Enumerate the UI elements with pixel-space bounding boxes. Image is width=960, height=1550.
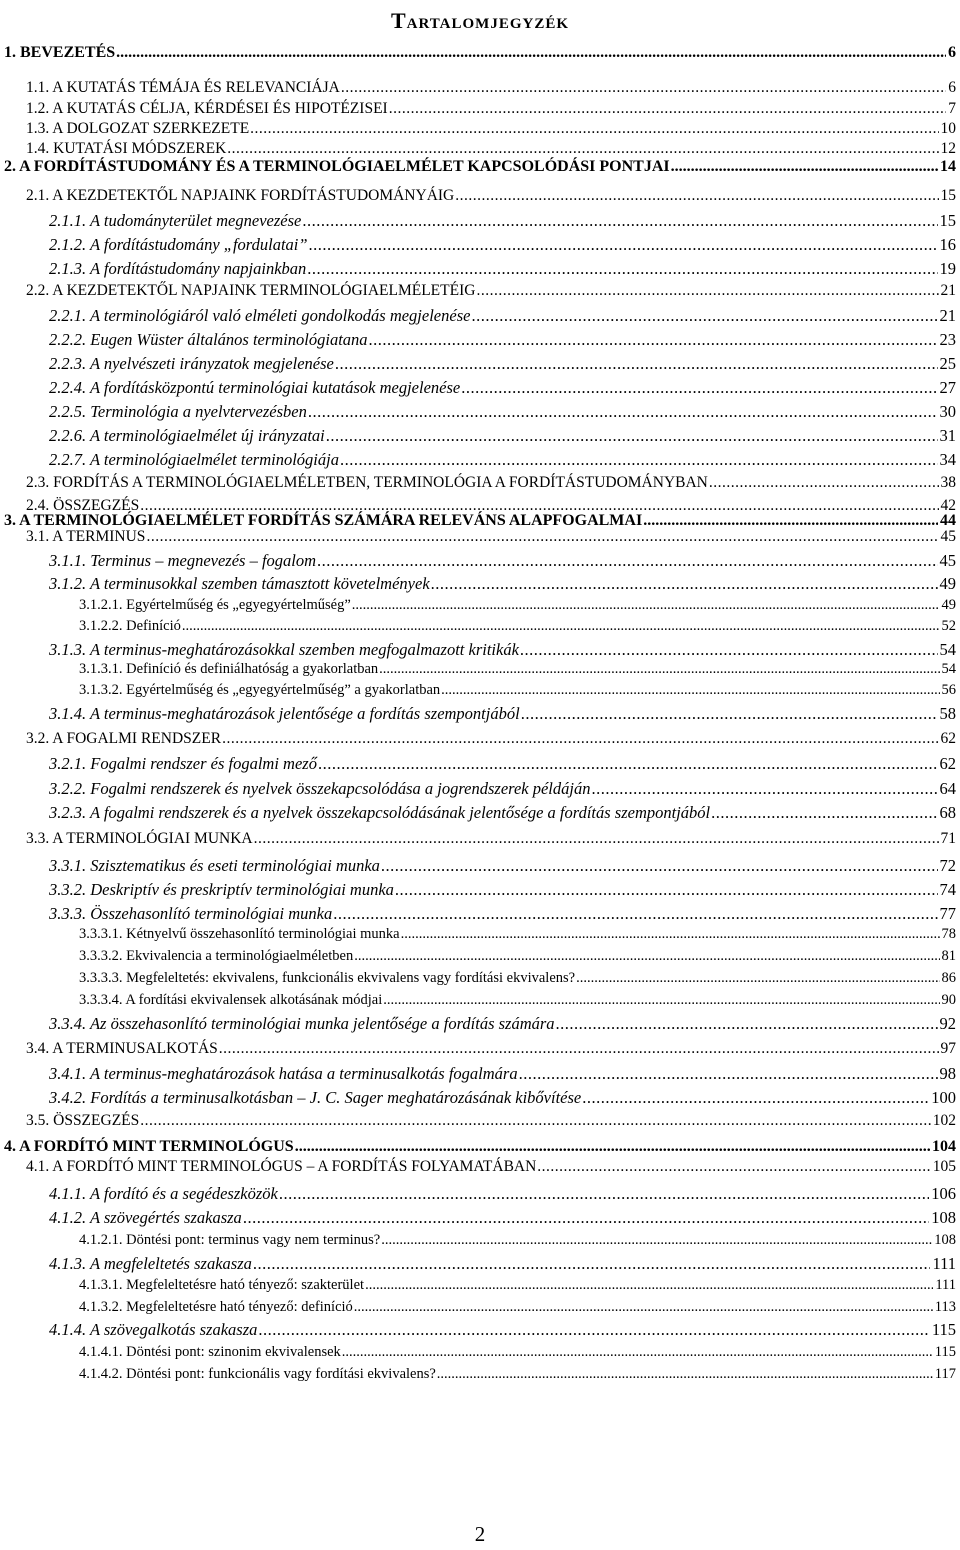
toc-entry-page: 27: [939, 378, 956, 397]
toc-entry-label: 4.1.3. A megfeleltetés szakasza: [49, 1254, 252, 1273]
toc-dot-leader: [383, 992, 939, 1009]
toc-entry-label: 2.4. ÖSSZEGZÉS: [26, 497, 140, 514]
toc-entry[interactable]: [49, 1064, 956, 1084]
toc-entry[interactable]: [79, 618, 956, 635]
toc-dot-leader: [341, 79, 946, 97]
toc-dot-leader: [309, 235, 938, 255]
toc-entry-label: 4.1.4.2. Döntési pont: funkcionális vagy fordítási ekvivalens?: [79, 1366, 436, 1382]
toc-entry[interactable]: [26, 187, 956, 205]
toc-entry[interactable]: [49, 803, 956, 823]
toc-entry[interactable]: [79, 661, 956, 678]
toc-entry[interactable]: [49, 904, 956, 924]
toc-entry[interactable]: [49, 211, 956, 231]
toc-entry[interactable]: [4, 1138, 956, 1156]
toc-entry[interactable]: [26, 1040, 956, 1058]
toc-entry[interactable]: [26, 730, 956, 748]
toc-entry-label: 3.1. A TERMINUS: [26, 528, 146, 545]
toc-entry-label: 1.3. A DOLGOZAT SZERKEZETE: [26, 120, 250, 137]
toc-entry-label: 4.1. A FORDÍTÓ MINT TERMINOLÓGUS – A FORDÍTÁS FOLYAMATÁBAN: [26, 1158, 537, 1175]
toc-entry-label: 4.1.2. A szövegértés szakasza: [49, 1208, 242, 1227]
toc-entry-page: 71: [940, 830, 956, 847]
toc-dot-leader: [308, 402, 938, 422]
toc-dot-leader: [591, 779, 937, 799]
toc-entry-label: 3.1.4. A terminus-meghatározások jelentősége a fordítás szempontjából: [49, 704, 520, 723]
toc-entry[interactable]: [49, 1184, 956, 1204]
toc-entry-page: 10: [940, 120, 956, 137]
toc-entry[interactable]: [49, 754, 956, 774]
toc-entry[interactable]: [26, 120, 956, 138]
toc-dot-leader: [335, 354, 938, 374]
toc-entry[interactable]: [26, 140, 956, 158]
toc-dot-leader: [369, 330, 938, 350]
toc-entry-label: 3.4.2. Fordítás a terminusalkotásban – J. C. Sager meghatározásának kibővítése: [49, 1088, 582, 1107]
toc-entry-page: 15: [939, 211, 956, 230]
toc-entry-page: 117: [934, 1366, 956, 1382]
toc-entry-page: 77: [939, 904, 956, 923]
toc-entry-page: 106: [931, 1184, 956, 1203]
toc-entry-page: 86: [941, 970, 956, 986]
toc-dot-leader: [354, 948, 939, 965]
toc-dot-leader: [455, 187, 938, 205]
toc-entry-page: 108: [934, 1232, 956, 1248]
toc-entry-page: 21: [940, 282, 956, 299]
toc-dot-leader: [326, 426, 938, 446]
toc-entry-label: 2.2.3. A nyelvészeti irányzatok megjelenése: [49, 354, 334, 373]
toc-entry[interactable]: [79, 1366, 956, 1383]
toc-entry-page: 62: [939, 754, 956, 773]
toc-entry-page: 115: [934, 1344, 956, 1360]
toc-entry[interactable]: [49, 1254, 956, 1274]
toc-entry-label: 2.2.4. A fordításközpontú terminológiai kutatások megjelenése: [49, 378, 461, 397]
toc-entry-page: 72: [939, 856, 956, 875]
toc-entry[interactable]: [79, 1277, 956, 1294]
toc-entry-label: 2.1.3. A fordítástudomány napjainkban: [49, 259, 307, 278]
toc-entry[interactable]: [4, 158, 956, 176]
toc-entry-label: 2.2.1. A terminológiáról való elméleti gondolkodás megjelenése: [49, 306, 471, 325]
toc-dot-leader: [711, 803, 937, 823]
toc-entry-label: 3.3.3.1. Kétnyelvű összehasonlító terminológiai munka: [79, 926, 400, 942]
toc-entry[interactable]: [49, 1208, 956, 1228]
toc-entry-label: 3.4. A TERMINUSALKOTÁS: [26, 1040, 218, 1057]
toc-entry-label: 3.4.1. A terminus-meghatározások hatása a terminusalkotás fogalmára: [49, 1064, 518, 1083]
toc-dot-leader: [340, 450, 938, 470]
toc-dot-leader: [219, 1040, 939, 1058]
toc-entry-label: 4. A FORDÍTÓ MINT TERMINOLÓGUS: [4, 1138, 294, 1155]
toc-entry-page: 97: [940, 1040, 956, 1057]
toc-entry[interactable]: [79, 1232, 956, 1249]
toc-entry-page: 104: [932, 1138, 956, 1155]
toc-entry-page: 49: [941, 597, 956, 613]
toc-entry-page: 45: [939, 551, 956, 570]
toc-entry-label: 3.1.3. A terminus-meghatározásokkal szemben megfogalmazott kritikák: [49, 640, 519, 659]
toc-entry-label: 2.2.6. A terminológiaelmélet új irányzatai: [49, 426, 325, 445]
toc-entry-label: 3.3.2. Deskriptív és preskriptív terminológiai munka: [49, 880, 394, 899]
toc-dot-leader: [333, 904, 937, 924]
toc-entry-page: 15: [940, 187, 956, 204]
toc-entry-page: 68: [939, 803, 956, 822]
toc-entry-label: 3.5. ÖSSZEGZÉS: [26, 1112, 140, 1129]
toc-dot-leader: [317, 551, 937, 571]
toc-entry-label: 3.2.3. A fogalmi rendszerek és a nyelvek összekapcsolódásának jelentősége a fordítás szempontjából: [49, 803, 711, 822]
toc-entry-page: 31: [939, 426, 956, 445]
toc-dot-leader: [556, 1014, 938, 1034]
toc-entry-label: 1.1. A KUTATÁS TÉMÁJA ÉS RELEVANCIÁJA: [26, 79, 340, 96]
toc-dot-leader: [307, 259, 937, 279]
toc-entry-label: 3.2. A FOGALMI RENDSZER: [26, 730, 222, 747]
toc-dot-leader: [401, 926, 940, 943]
toc-entry-page: 111: [935, 1277, 956, 1293]
toc-entry-label: 4.1.4. A szövegalkotás szakasza: [49, 1320, 258, 1339]
toc-entry-page: 54: [939, 640, 956, 659]
toc-dot-leader: [379, 661, 939, 678]
toc-dot-leader: [471, 306, 937, 326]
toc-entry-page: 100: [931, 1088, 956, 1107]
toc-dot-leader: [671, 158, 938, 176]
toc-entry[interactable]: [49, 402, 956, 422]
toc-entry-page: 58: [939, 704, 956, 723]
toc-entry[interactable]: [79, 597, 956, 614]
toc-entry-label: 3.3.3.2. Ekvivalencia a terminológiaelméletben: [79, 948, 354, 964]
toc-entry-page: 30: [939, 402, 956, 421]
toc-entry-page: 45: [940, 528, 956, 545]
toc-entry[interactable]: [79, 1344, 956, 1361]
toc-entry-page: 78: [941, 926, 956, 942]
toc-entry-label: 2.2. A KEZDETEKTŐL NAPJAINK TERMINOLÓGIAELMÉLETÉIG: [26, 282, 476, 299]
toc-entry-label: 3.2.2. Fogalmi rendszerek és nyelvek összekapcsolódása a jogrendszerek példáján: [49, 779, 591, 798]
toc-entry[interactable]: [49, 450, 956, 470]
toc-entry-label: 4.1.4.1. Döntési pont: szinonim ekvivalensek: [79, 1344, 341, 1360]
toc-dot-leader: [461, 378, 937, 398]
toc-entry[interactable]: [26, 528, 956, 546]
toc-entry-page: 105: [932, 1158, 956, 1175]
toc-entry[interactable]: [49, 880, 956, 900]
toc-entry-page: 38: [940, 474, 956, 491]
toc-dot-leader: [352, 597, 940, 614]
toc-dot-leader: [342, 1344, 933, 1361]
toc-entry-label: 2. A FORDÍTÁSTUDOMÁNY ÉS A TERMINOLÓGIAELMÉLET KAPCSOLÓDÁSI PONTJAI: [4, 158, 670, 175]
toc-dot-leader: [182, 618, 940, 635]
toc-dot-leader: [576, 970, 939, 987]
toc-entry-label: 4.1.1. A fordító és a segédeszközök: [49, 1184, 278, 1203]
toc-dot-leader: [140, 1112, 931, 1130]
toc-dot-leader: [354, 1299, 933, 1316]
toc-dot-leader: [250, 120, 938, 138]
toc-dot-leader: [537, 1158, 930, 1176]
toc-dot-leader: [476, 282, 938, 300]
toc-dot-leader: [582, 1088, 929, 1108]
toc-dot-leader: [437, 1366, 933, 1383]
toc-entry-label: 2.1.1. A tudományterület megnevezése: [49, 211, 302, 230]
toc-entry[interactable]: [49, 378, 956, 398]
toc-entry-label: 3.3.3.4. A fordítási ekvivalensek alkotásának módjai: [79, 992, 383, 1008]
toc-entry[interactable]: [49, 426, 956, 446]
toc-entry[interactable]: [26, 1112, 956, 1130]
toc-entry-page: 98: [939, 1064, 956, 1083]
toc-dot-leader: [520, 640, 938, 660]
toc-entry[interactable]: [79, 682, 956, 699]
toc-entry-label: 4.1.2.1. Döntési pont: terminus vagy nem terminus?: [79, 1232, 381, 1248]
page-title-text: Tartalomjegyzék: [390, 8, 570, 33]
toc-dot-leader: [441, 682, 939, 699]
toc-dot-leader: [279, 1184, 929, 1204]
toc-entry-page: 54: [941, 661, 956, 677]
toc-entry-label: 4.1.3.2. Megfeleltetésre ható tényező: definíció: [79, 1299, 353, 1315]
toc-dot-leader: [381, 1232, 932, 1249]
toc-entry[interactable]: [26, 830, 956, 848]
toc-entry-page: 23: [939, 330, 956, 349]
toc-dot-leader: [227, 140, 938, 158]
toc-entry-label: 2.2.2. Eugen Wüster általános terminológiatana: [49, 330, 368, 349]
toc-entry[interactable]: [49, 1088, 956, 1108]
toc-entry[interactable]: [49, 354, 956, 374]
toc-entry-page: 115: [931, 1320, 956, 1339]
toc-entry-page: 74: [939, 880, 956, 899]
toc-dot-leader: [389, 100, 947, 118]
toc-entry-page: 92: [939, 1014, 956, 1033]
toc-entry-page: 7: [948, 100, 956, 117]
toc-entry-label: 3.1.1. Terminus – megnevezés – fogalom: [49, 551, 317, 570]
toc-dot-leader: [116, 44, 946, 62]
toc-dot-leader: [258, 1320, 929, 1340]
toc-dot-leader: [302, 211, 937, 231]
toc-entry-page: 102: [932, 1112, 956, 1129]
toc-entry[interactable]: [49, 1320, 956, 1340]
toc-entry-page: 111: [932, 1254, 956, 1273]
toc-entry-label: 2.2.5. Terminológia a nyelvtervezésben: [49, 402, 307, 421]
toc-dot-leader: [318, 754, 938, 774]
toc-entry[interactable]: [26, 282, 956, 300]
toc-entry-page: 90: [941, 992, 956, 1008]
toc-entry[interactable]: [26, 100, 956, 118]
toc-dot-leader: [431, 574, 938, 594]
toc-entry[interactable]: [49, 306, 956, 326]
toc-entry[interactable]: [26, 1158, 956, 1176]
toc-dot-leader: [381, 856, 938, 876]
toc-entry[interactable]: [79, 1299, 956, 1316]
toc-entry[interactable]: [49, 704, 956, 724]
toc-entry-label: 2.2.7. A terminológiaelmélet terminológiája: [49, 450, 339, 469]
toc-entry-page: 16: [939, 235, 956, 254]
toc-entry[interactable]: [49, 779, 956, 799]
toc-entry[interactable]: [79, 948, 956, 965]
toc-entry-label: 2.1.2. A fordítástudomány „fordulatai”: [49, 235, 308, 254]
toc-entry-label: 2.1. A KEZDETEKTŐL NAPJAINK FORDÍTÁSTUDOMÁNYÁIG: [26, 187, 455, 204]
toc-entry[interactable]: [79, 992, 956, 1009]
toc-entry-label: 3.3.3. Összehasonlító terminológiai munka: [49, 904, 333, 923]
toc-entry-label: 1.4. KUTATÁSI MÓDSZEREK: [26, 140, 227, 157]
toc-entry-page: 44: [940, 512, 956, 529]
toc-dot-leader: [222, 730, 938, 748]
toc-entry-page: 34: [939, 450, 956, 469]
toc-entry[interactable]: [49, 856, 956, 876]
toc-dot-leader: [395, 880, 938, 900]
toc-entry-label: 3.3.4. Az összehasonlító terminológiai munka jelentősége a fordítás számára: [49, 1014, 555, 1033]
toc-entry[interactable]: [4, 44, 956, 62]
toc-entry[interactable]: [49, 574, 956, 594]
toc-entry-label: 1.2. A KUTATÁS CÉLJA, KÉRDÉSEI ÉS HIPOTÉZISEI: [26, 100, 388, 117]
toc-entry-label: 3.3.1. Szisztematikus és eseti terminológiai munka: [49, 856, 380, 875]
toc-entry[interactable]: [79, 970, 956, 987]
toc-dot-leader: [521, 704, 938, 724]
toc-entry-label: 1. BEVEZETÉS: [4, 44, 116, 61]
toc-entry-label: 4.1.3.1. Megfeleltetésre ható tényező: szakterület: [79, 1277, 365, 1293]
toc-entry-page: 81: [941, 948, 956, 964]
toc-entry-page: 6: [948, 44, 956, 61]
toc-dot-leader: [243, 1208, 929, 1228]
toc-entry-page: 21: [939, 306, 956, 325]
toc-entry-page: 113: [934, 1299, 956, 1315]
toc-dot-leader: [709, 474, 939, 492]
page-number: 2: [474, 1522, 486, 1546]
toc-entry-page: 52: [941, 618, 956, 634]
toc-entry-label: 3.3.3.3. Megfeleltetés: ekvivalens, funkcionális ekvivalens vagy fordítási ekvivalens?: [79, 970, 576, 986]
toc-entry-label: 3.2.1. Fogalmi rendszer és fogalmi mező: [49, 754, 317, 773]
toc-dot-leader: [254, 830, 939, 848]
toc-entry-page: 19: [939, 259, 956, 278]
toc-entry-page: 6: [948, 79, 956, 96]
toc-entry-label: 3.1.2. A terminusokkal szemben támasztott követelmények: [49, 574, 430, 593]
toc-entry-label: 3.1.3.2. Egyértelműség és „egyegyértelműség” a gyakorlatban: [79, 682, 441, 698]
toc-entry[interactable]: [49, 235, 956, 255]
toc-entry-page: 64: [939, 779, 956, 798]
toc-entry[interactable]: [49, 640, 956, 660]
toc-entry-page: 12: [940, 140, 956, 157]
toc-entry-label: 3. A TERMINOLÓGIAELMÉLET FORDÍTÁS SZÁMÁRA RELEVÁNS ALAPFOGALMAI: [4, 512, 643, 529]
toc-entry[interactable]: [49, 259, 956, 279]
toc-entry-page: 14: [940, 158, 956, 175]
toc-entry-label: 3.1.3.1. Definíció és definiálhatóság a gyakorlatban: [79, 661, 379, 677]
toc-entry[interactable]: [49, 1014, 956, 1034]
toc-dot-leader: [519, 1064, 938, 1084]
toc-entry[interactable]: [49, 551, 956, 571]
toc-dot-leader: [295, 1138, 930, 1156]
toc-entry-label: 3.1.2.1. Egyértelműség és „egyegyértelműség”: [79, 597, 351, 613]
toc-entry-page: 49: [939, 574, 956, 593]
toc-entry-page: 25: [939, 354, 956, 373]
toc-entry-page: 108: [931, 1208, 956, 1227]
toc-dot-leader: [365, 1277, 933, 1294]
toc-entry-page: 56: [941, 682, 956, 698]
toc-entry-label: 3.1.2.2. Definíció: [79, 618, 181, 634]
toc-entry[interactable]: [49, 330, 956, 350]
toc-entry-label: 3.3. A TERMINOLÓGIAI MUNKA: [26, 830, 253, 847]
toc-entry[interactable]: [79, 926, 956, 943]
toc-entry[interactable]: [26, 474, 956, 492]
toc-dot-leader: [253, 1254, 931, 1274]
toc-dot-leader: [146, 528, 938, 546]
toc-entry-page: 62: [940, 730, 956, 747]
toc-entry-label: 2.3. FORDÍTÁS A TERMINOLÓGIAELMÉLETBEN, TERMINOLÓGIA A FORDÍTÁSTUDOMÁNYBAN: [26, 474, 708, 491]
toc-entry-page: 42: [940, 497, 956, 514]
toc-entry[interactable]: [26, 79, 956, 97]
